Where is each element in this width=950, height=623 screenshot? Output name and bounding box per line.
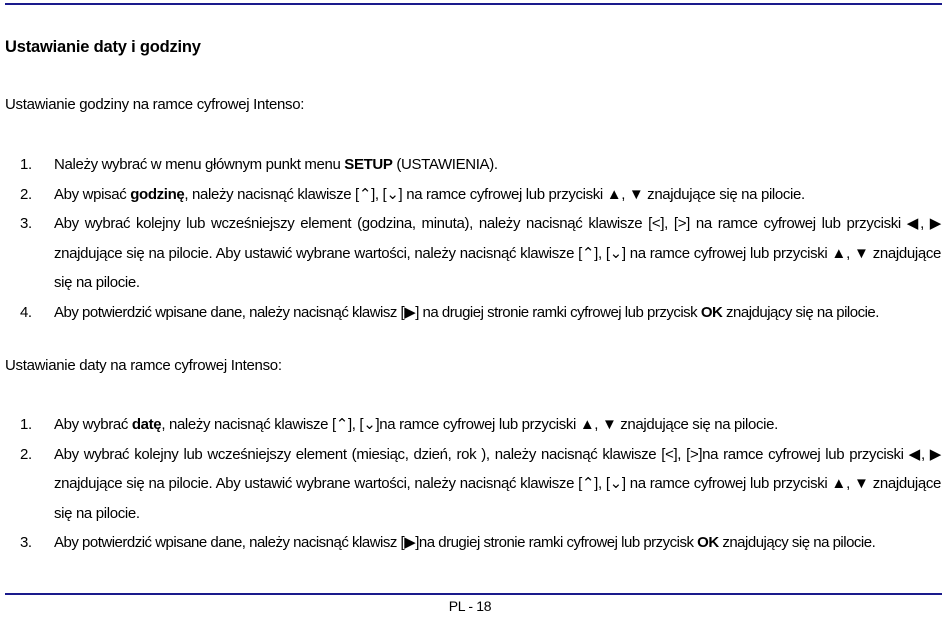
date-section-title: Ustawianie daty na ramce cyfrowej Intenso: [5, 357, 282, 374]
list-item-number: 2. [20, 445, 32, 463]
list-item-text: Należy wybrać w menu głównym punkt menu [54, 156, 345, 173]
list-item-text: Aby wybrać [54, 416, 132, 433]
list-item-text: Aby potwierdzić wpisane dane, należy nacisnąć klawisz [▶] na drugiej stronie ramki cyfrowej lub przycisk [54, 303, 701, 321]
list-item [20, 150, 941, 180]
list-item-number: 4. [20, 303, 32, 321]
bottom-rule [5, 593, 942, 595]
page-number: PL - 18 [448, 598, 492, 614]
list-item [20, 180, 941, 210]
list-item-number: 1. [20, 416, 32, 433]
list-item-bold: SETUP [344, 156, 393, 173]
list-item-text: Aby potwierdzić wpisane dane, należy nacisnąć klawisz [▶]na drugiej stronie ramki cyfrowej lub przycisk [54, 534, 698, 551]
list-item-number: 3. [20, 534, 32, 551]
list-item-bold: godzinę [130, 185, 185, 203]
date-steps-list [20, 410, 941, 558]
list-item-text: znajdujący się na pilocie. [722, 303, 879, 321]
list-item [20, 440, 941, 529]
list-item-text: Aby wpisać [54, 185, 131, 203]
list-item-number: 3. [20, 215, 32, 232]
list-item-text: , należy nacisnąć klawisze [⌃], [⌄]na ramce cyfrowej lub przyciski ▲, ▼ znajdujące się na pilocie. [161, 416, 778, 433]
list-item-number: 2. [20, 185, 32, 203]
list-item [20, 528, 941, 558]
list-item-number: 1. [20, 156, 32, 173]
time-section-title: Ustawianie godziny na ramce cyfrowej Intenso: [5, 96, 305, 113]
list-item [20, 298, 941, 328]
list-item-text: Aby wybrać kolejny lub wcześniejszy element (godzina, minuta), należy nacisnąć klawisze [<], [>] na ramce cyfrowej lub przyciski ◀, ▶ znajdujące się na pilocie. Aby ustawić wybrane wartości, należy nacisnąć klawisze [⌃], [⌄] na ramce cyfrowej lub przyciski ▲, ▼ znajdujące się na pilocie. [54, 215, 941, 291]
list-item-text: , należy nacisnąć klawisze [⌃], [⌄] na ramce cyfrowej lub przyciski ▲, ▼ znajdujące się na pilocie. [184, 185, 805, 203]
section-heading: Ustawianie daty i godziny [5, 38, 201, 56]
list-item-bold: OK [697, 534, 719, 551]
list-item-text: (USTAWIENIA). [392, 156, 498, 173]
list-item-text: znajdujący się na pilocie. [718, 534, 876, 551]
time-steps-list [20, 150, 941, 327]
list-item-bold: OK [700, 303, 723, 321]
top-rule [5, 3, 942, 5]
list-item [20, 410, 941, 440]
list-item-bold: datę [131, 416, 162, 433]
list-item-text: Aby wybrać kolejny lub wcześniejszy element (miesiąc, dzień, rok ), należy nacisnąć klawisze [<], [>]na ramce cyfrowej lub przyciski ◀, ▶ znajdujące się na pilocie. Aby ustawić wybrane wartości, należy nacisnąć klawisze [⌃], [⌄] na ramce cyfrowej lub przyciski ▲, ▼ znajdujące się na pilocie. [54, 445, 941, 522]
list-item [20, 209, 941, 298]
